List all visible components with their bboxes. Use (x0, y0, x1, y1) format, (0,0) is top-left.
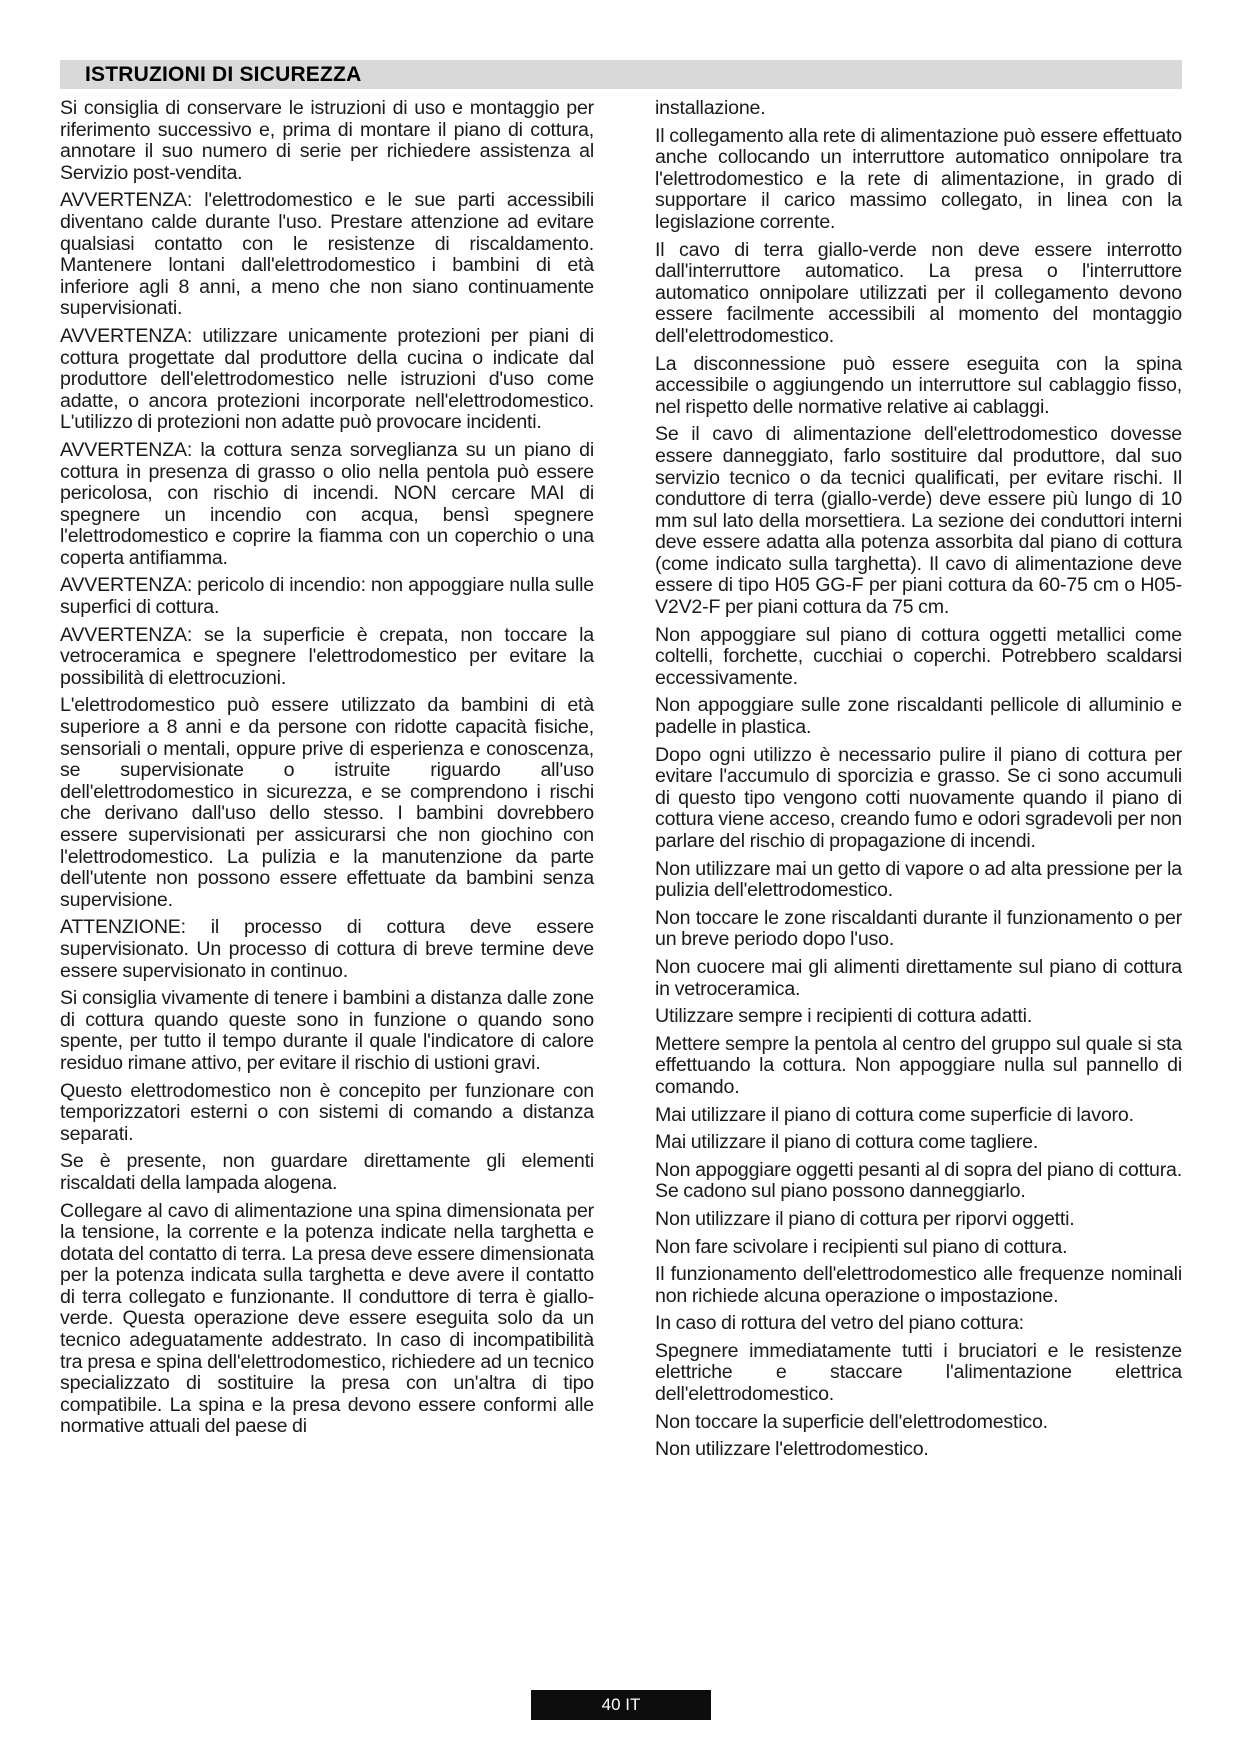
paragraph: Si consiglia di conservare le istruzioni di uso e montaggio per riferimento successivo e, prima di montare il piano di cottura, annotare il suo numero di serie per richiedere assistenza al Servizio post-vendita. (60, 97, 594, 184)
paragraph: Utilizzare sempre i recipienti di cottura adatti. (655, 1005, 1033, 1028)
paragraph: In caso di rottura del vetro del piano cottura: (655, 1312, 1024, 1335)
paragraph: Non appoggiare oggetti pesanti al di sopra del piano di cottura. Se cadono sul piano possono danneggiarlo. (655, 1158, 1182, 1203)
paragraph: Dopo ogni utilizzo è necessario pulire il piano di cottura per evitare l'accumulo di sporcizia e grasso. Se ci sono accumuli di questo tipo vengono cotti nuovamente quando il piano di cottura viene acceso, creando fumo e odori sgradevoli per non parlare del rischio di propagazione di incendi. (655, 743, 1182, 852)
paragraph: Non utilizzare mai un getto di vapore o ad alta pressione per la pulizia dell'elettrodomestico. (655, 857, 1182, 902)
paragraph: Questo elettrodomestico non è concepito per funzionare con temporizzatori esterni o con sistemi di comando a distanza separati. (60, 1079, 594, 1145)
paragraph: Non fare scivolare i recipienti sul piano di cottura. (655, 1235, 1068, 1258)
paragraph: Mettere sempre la pentola al centro del gruppo sul quale si sta effettuando la cottura. Non appoggiare nulla sul pannello di comando. (655, 1032, 1182, 1098)
paragraph: Spegnere immediatamente tutti i bruciatori e le resistenze elettriche e staccare l'alimentazione elettrica dell'elettrodomestico. (655, 1339, 1182, 1406)
paragraph: Non utilizzare l'elettrodomestico. (655, 1438, 929, 1461)
paragraph: Il collegamento alla rete di alimentazione può essere effettuato anche collocando un interruttore automatico onnipolare tra l'elettrodomestico e la rete di alimentazione, in grado di supportare il carico massimo collegato, in linea con la legislazione corrente. (655, 124, 1182, 233)
paragraph: Non utilizzare il piano di cottura per riporvi oggetti. (655, 1207, 1075, 1230)
paragraph: Si consiglia vivamente di tenere i bambini a distanza dalle zone di cottura quando queste sono in funzione o quando sono spente, per tutto il tempo durante il quale l'indicatore di calore residuo rimane attivo, per evitare il rischio di ustioni gravi. (60, 987, 594, 1074)
paragraph: Non appoggiare sulle zone riscaldanti pellicole di alluminio e padelle in plastica. (655, 694, 1182, 739)
paragraph: AVVERTENZA: utilizzare unicamente protezioni per piani di cottura progettate dal produttore della cucina o indicate dal produttore dell'elettrodomestico nelle istruzioni d'uso come adatte, o ancora protezioni incorporate nell'elettrodomestico. L'utilizzo di protezioni non adatte può provocare incidenti. (60, 324, 594, 434)
paragraph: AVVERTENZA: l'elettrodomestico e le sue parti accessibili diventano calde durante l'uso. Prestare attenzione ad evitare qualsiasi contatto con le resistenze di riscaldamento. Mantenere lontani dall'elettrodomestico i bambini di età inferiore agli 8 anni, a meno che non siano continuamente supervisionati. (60, 189, 594, 320)
paragraph: AVVERTENZA: se la superficie è crepata, non toccare la vetroceramica e spegnere l'elettrodomestico per evitare la possibilità di elettrocuzioni. (60, 623, 594, 689)
paragraph: Il funzionamento dell'elettrodomestico alle frequenze nominali non richiede alcuna operazione o impostazione. (655, 1263, 1182, 1307)
paragraph: La disconnessione può essere eseguita con la spina accessibile o aggiungendo un interruttore sul cablaggio fisso, nel rispetto delle normative relative ai cablaggi. (655, 352, 1182, 418)
paragraph: ATTENZIONE: il processo di cottura deve essere supervisionato. Un processo di cottura di breve termine deve essere supervisionato in continuo. (60, 916, 594, 982)
paragraph: Mai utilizzare il piano di cottura come tagliere. (655, 1131, 1039, 1154)
paragraph: AVVERTENZA: la cottura senza sorveglianza su un piano di cottura in presenza di grasso o olio nella pentola può essere pericolosa, con rischio di incendi. NON cercare MAI di spegnere un incendio con acqua, bensì spegnere l'elettrodomestico e coprire la fiamma con un coperchio o una coperta antifiamma. (60, 438, 594, 569)
section-header-bar (60, 60, 1182, 89)
paragraph: Non appoggiare sul piano di cottura oggetti metallici come coltelli, forchette, cucchiai o coperchi. Potrebbero scaldarsi eccessivamente. (655, 623, 1182, 689)
paragraph: Non toccare la superficie dell'elettrodomestico. (655, 1410, 1048, 1433)
right-column (655, 98, 1182, 1467)
paragraph: installazione. (655, 97, 766, 119)
section-title: ISTRUZIONI DI SICUREZZA (85, 63, 362, 86)
paragraph: Il cavo di terra giallo-verde non deve essere interrotto dall'interruttore automatico. La presa o l'interruttore automatico onnipolare utilizzati per il collegamento devono essere facilmente accessibili al momento del montaggio dell'elettrodomestico. (655, 238, 1182, 347)
paragraph: Collegare al cavo di alimentazione una spina dimensionata per la tensione, la corrente e la potenza indicate nella targhetta e dotata del contatto di terra. La presa deve essere dimensionata per la potenza indicata sulla targhetta e deve avere il contatto di terra collegato e funzionante. Il conduttore di terra è giallo-verde. Questa operazione deve essere eseguita solo da un tecnico adeguatamente addestrato. In caso di incompatibilità tra presa e spina dell'elettrodomestico, richiedere ad un tecnico specializzato di sostituire la presa con un'altra di tipo compatibile. La spina e la presa devono essere conformi alle normative attuali del paese di (60, 1199, 594, 1438)
paragraph: Mai utilizzare il piano di cottura come superficie di lavoro. (655, 1103, 1134, 1126)
paragraph: L'elettrodomestico può essere utilizzato da bambini di età superiore a 8 anni e da persone con ridotte capacità fisiche, sensoriali o mentali, oppure prive di esperienza e conoscenza, se supervisionate o istruite riguardo all'uso dell'elettrodomestico in sicurezza, e se comprendono i rischi che derivano dall'uso dello stesso. I bambini dovrebbero essere supervisionati per assicurarsi che non giochino con l'elettrodomestico. La pulizia e la manutenzione da parte dell'utente non possono essere effettuate da bambini senza supervisione. (60, 694, 594, 911)
paragraph: Non cuocere mai gli alimenti direttamente sul piano di cottura in vetroceramica. (655, 955, 1182, 1000)
page-number: 40 IT (531, 1690, 711, 1720)
paragraph: Non toccare le zone riscaldanti durante il funzionamento o per un breve periodo dopo l'uso. (655, 906, 1182, 951)
paragraph: Se è presente, non guardare direttamente gli elementi riscaldati della lampada alogena. (60, 1150, 594, 1194)
paragraph: AVVERTENZA: pericolo di incendio: non appoggiare nulla sulle superfici di cottura. (60, 574, 594, 619)
paragraph: Se il cavo di alimentazione dell'elettrodomestico dovesse essere danneggiato, farlo sostituire dal produttore, dal suo servizio tecnico o da tecnici qualificati, per evitare rischi. Il conduttore di terra (giallo-verde) deve essere più lungo di 10 mm sul lato della morsettiera. La sezione dei conduttori interni deve essere adatta alla potenza assorbita dal piano di cottura (come indicato sulla targhetta). Il cavo di alimentazione deve essere di tipo H05 GG-F per piani cottura da 60-75 cm o H05-V2V2-F per piani cottura da 75 cm. (655, 423, 1182, 619)
left-column (60, 98, 594, 1444)
